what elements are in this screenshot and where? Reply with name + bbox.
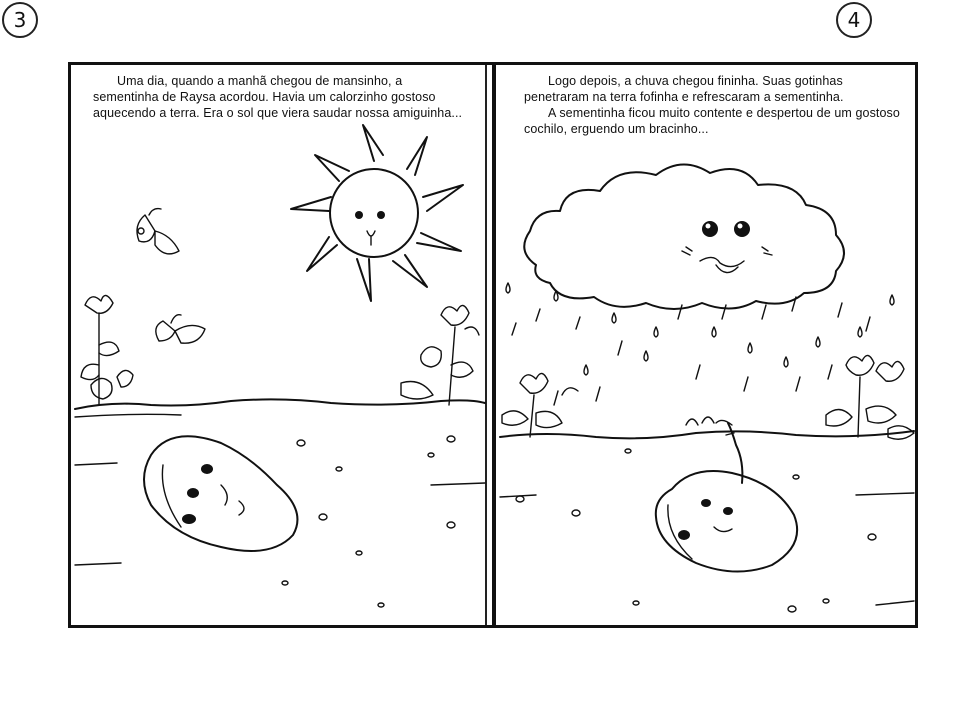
illustration-left — [71, 65, 494, 628]
story-paragraph: A sementinha ficou muito contente e despertou de um gostoso cochilo, erguendo um bracinho... — [524, 106, 900, 136]
butterfly-icon — [137, 209, 179, 254]
comic-panel-right — [494, 62, 918, 628]
ground-line — [500, 431, 914, 438]
flowers-right — [401, 305, 479, 405]
story-paragraph: Logo depois, a chuva chegou fininha. Suas gotinhas penetraram na terra fofinha e refrescaram a sementinha. — [524, 74, 844, 104]
flowers-left — [81, 295, 133, 405]
sprouting-seed-character — [656, 420, 797, 571]
sun-illustration — [291, 125, 463, 301]
page-number-right: 4 — [836, 2, 872, 38]
rain-drops — [506, 283, 894, 405]
page-number-left: 3 — [2, 2, 38, 38]
seed-character — [144, 436, 297, 551]
flowers-left — [502, 373, 578, 437]
comic-panel-left — [68, 62, 494, 628]
story-paragraph: Uma dia, quando a manhã chegou de mansinho, a sementinha de Raysa acordou. Havia um calorzinho gostoso aquecendo a terra. Era o sol que viera saudar nossa amiguinha... — [93, 74, 463, 120]
rain-cloud-illustration — [524, 164, 844, 309]
illustration-right — [496, 65, 918, 628]
soil-pebbles — [282, 436, 455, 607]
butterfly-icon — [156, 315, 205, 344]
flowers-right — [826, 355, 914, 439]
ground-line — [75, 399, 485, 409]
